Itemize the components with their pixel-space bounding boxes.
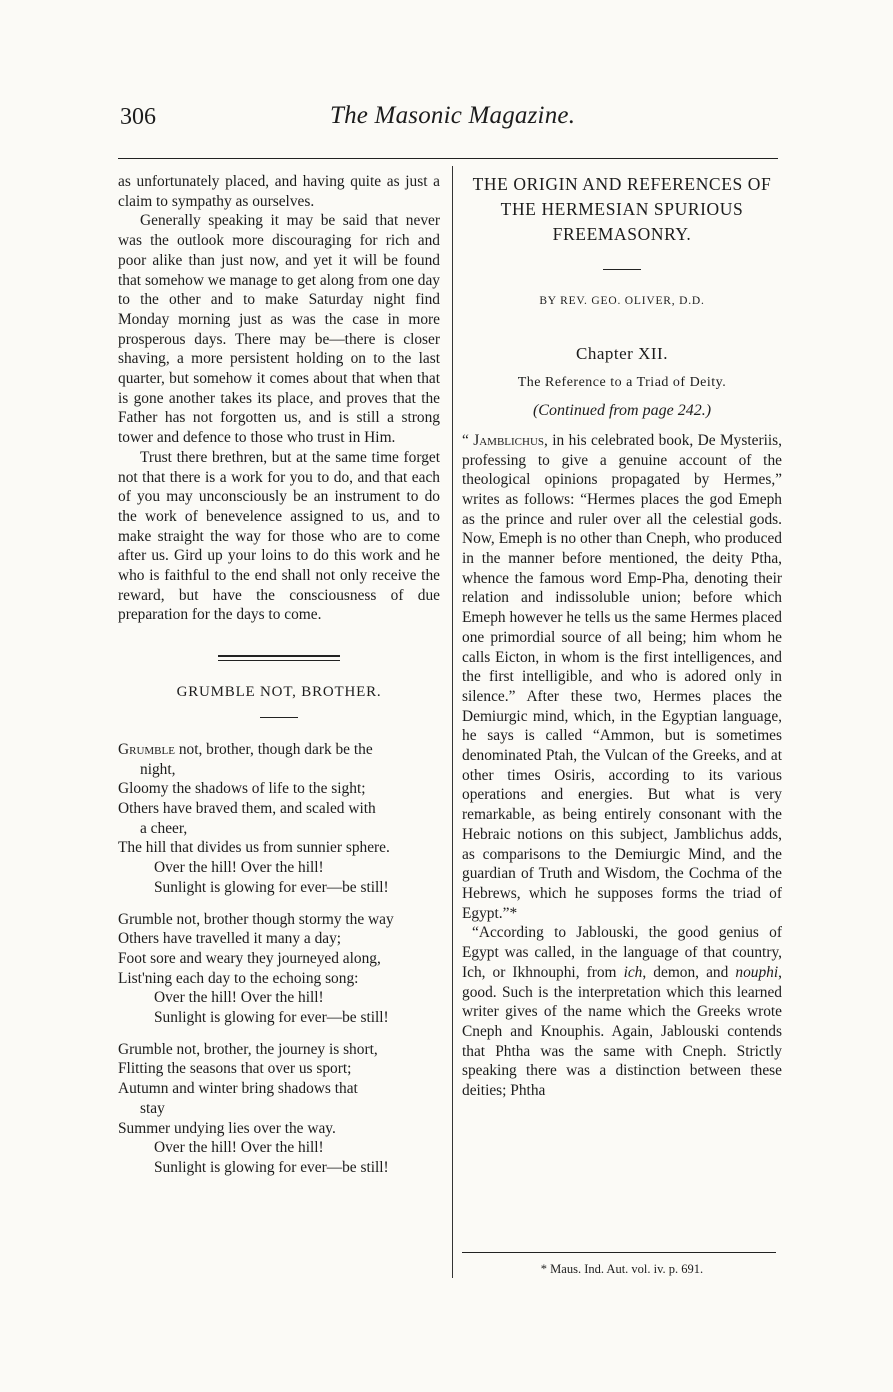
paragraph [462,923,782,1100]
header-rule [118,158,778,159]
poem-line: night, [140,760,176,778]
poem-line: Others have travelled it many a day; [118,930,342,948]
poem [118,740,440,1178]
poem-line [118,740,440,760]
poem-line: List'ning each day to the echoing song: [118,969,359,987]
right-column [462,172,782,1101]
paragraph-text: , demon, and [642,963,736,981]
poem-line: Summer undying lies over the way. [118,1119,336,1137]
poem-refrain: Over the hill! Over the hill! [154,1139,324,1157]
drop-word: Grumble [118,740,175,758]
poem-line: Grumble not, brother, the journey is short, [118,1040,378,1058]
poem-refrain: Over the hill! Over the hill! [154,859,324,877]
footnote: * Maus. Ind. Aut. vol. iv. p. 691. [540,1262,704,1276]
paragraph: Generally speaking it may be said that never was the outlook more discouraging for rich and poor alike than just now, and yet it will be found that somehow we manage to get along from one day to the other and to make Saturday night find Monday morning just as was the case in more prosperous days. There may be—there is closer shaving, a more persistent holding on to the last quarter, but somehow it comes about that when that is gone another takes its place, and proves that the Father has not forgotten us, and is still a strong tower and defence to those who trust in Him. [118,212,440,447]
chapter-heading: Chapter XII. [576,343,668,363]
footnote-rule [462,1252,776,1253]
column-divider [452,166,453,1278]
chapter-subtitle: The Reference to a Triad of Deity. [517,375,727,391]
page-number: 306 [120,104,156,130]
left-column [118,172,440,1190]
poem-line: stay [140,1099,165,1117]
poem-title: GRUMBLE NOT, BROTHER. [176,684,382,701]
byline: BY REV. GEO. OLIVER, D.D. [539,295,705,307]
paragraph [462,431,782,924]
continued-note: (Continued from page 242.) [532,402,712,420]
poem-line: a cheer, [140,819,188,837]
paragraph-text: “According to Jablouski, the good genius of Egypt was called, in the language of that country, Ich, or Ikhnouphi, from [462,924,782,981]
poem-line: Others have braved them, and scaled with [118,799,376,817]
poem-refrain: Over the hill! Over the hill! [154,989,324,1007]
paragraph: Trust there brethren, but at the same time forget not that there is a work for you to do, and that each of you may unconsciously be an instrument to do the work of benevelence assigned to us, and to make straight the way for those who are to come after us. Gird up your loins to do this work and he who is faithful to the end shall not only receive the reward, but have the consciousness of due preparation for the days to come. [118,448,440,624]
poem-line-text: not, brother, though dark be the [178,740,373,758]
article-title: THE ORIGIN AND REFERENCES OF THE HERMESIAN SPURIOUS FREEMASONRY. [472,174,772,244]
poem-line: Autumn and winter bring shadows that [118,1080,358,1098]
poem-line: Flitting the seasons that over us sport; [118,1060,352,1078]
poem-line: Foot sore and weary they journeyed along, [118,949,381,967]
italic-term: ich [623,963,643,981]
poem-line: Gloomy the shadows of life to the sight; [118,780,366,798]
poem-refrain: Sunlight is glowing for ever—be still! [154,1158,389,1176]
running-title: The Masonic Magazine. [330,102,576,129]
open-quote: “ [462,431,474,449]
italic-term: nouphi [735,963,779,981]
paragraph-text: , good. Such is the interpretation which this learned writer gives of the name which the Greeks wrote Cneph and Knouphis. Again, Jablouski contends that Phtha was the same with Cneph. Strictly speaking there was a distinction between these deities; Phtha [462,963,782,1100]
poem-refrain: Sunlight is glowing for ever—be still! [154,1009,389,1027]
drop-word: Jamblichus [473,431,545,449]
stanza [118,740,440,898]
paragraph: as unfortunately placed, and having quite as just a claim to sympathy as ourselves. [118,173,440,210]
poem-line: The hill that divides us from sunnier sphere. [118,839,390,857]
poem-refrain: Sunlight is glowing for ever—be still! [154,878,389,896]
paragraph-text: , in his celebrated book, De Mysteriis, professing to give a genuine account of the theological opinions propagated by Hermes,” writes as follows: “Hermes places the god Emeph as the prince and ruler over all the celestial gods. Now, Emeph is no other than Cneph, who produced in the manner before mentioned, the deity Ptha, whence the famous word Emp-Pha, denoting their relation and indissoluble union; before which Emeph however he tells us the same Hermes placed one primordial source of all being; him whom he calls Eicton, in whom is the first intelligences, and the first intelligible, and who is adored only in silence.” After these two, Hermes places the Demiurgic mind, which, in the Egyptian language, he says is called “Ammon, but is sometimes denominated Ptah, the Vulcan of the Greeks, and at other times Osiris, according to its various operations and energies. But what is very remarkable, as being entirely consonant with the Hebraic notions on this subject, Jamblichus adds, as comparisons to the Demiurgic Mind, and the guardian of Truth and Wisdom, the Cochma of the Hebrews, which he supposes forms the triad of Egypt.”* [462,431,782,922]
page-header [108,100,788,140]
stanza [118,1040,440,1178]
stanza [118,910,440,1028]
poem-line: Grumble not, brother though stormy the way [118,910,394,928]
